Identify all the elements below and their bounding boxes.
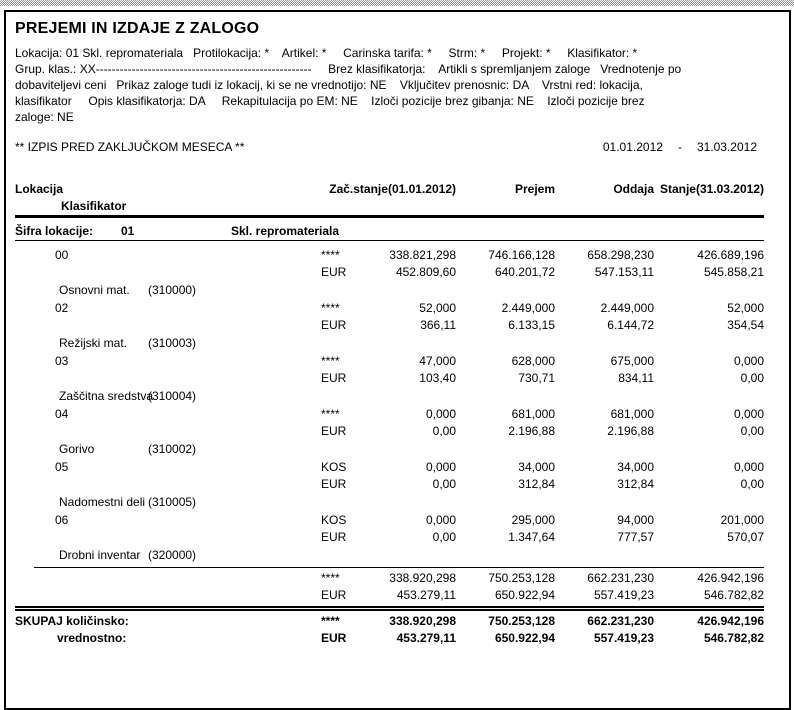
value-cell: 777,57 [617, 530, 654, 544]
value-cell: 338.920,298 [389, 571, 456, 585]
category-code: (310002) [148, 442, 197, 456]
row-label-cell [15, 335, 321, 352]
row-label-cell [15, 247, 321, 264]
value-cell: 0,00 [432, 530, 456, 544]
value-cell: 338.821,298 [389, 248, 456, 262]
unit-cell: **** [321, 571, 340, 585]
row-label-cell [15, 570, 321, 587]
unit-cell [321, 547, 361, 564]
value-cell: 452.809,60 [395, 265, 456, 279]
value-cell: 2.196,88 [607, 424, 654, 438]
value-cell [361, 335, 456, 352]
period-separator: - [677, 140, 682, 154]
value-cell [555, 494, 654, 511]
category-row [15, 493, 764, 512]
unit-cell: KOS [321, 460, 347, 474]
value-cell [555, 335, 654, 352]
category-row [15, 440, 764, 459]
classifier-code [15, 477, 55, 491]
filter-line: Lokacija: 01 Skl. repromateriala Protilokacija: * Artikel: * Carinska tarifa: * Strm: * Projekt: * Klasifikator: * [15, 46, 638, 60]
table-rows [15, 247, 764, 647]
report-filters [15, 45, 764, 125]
value-cell [654, 494, 764, 511]
row-label-cell [15, 370, 321, 387]
value-cell: 453.279,11 [396, 631, 456, 645]
value-cell: 658.298,230 [587, 248, 654, 262]
location-name: Skl. repromateriala [231, 224, 340, 238]
value-cell: 2.196,88 [508, 424, 555, 438]
location-code: 01 [121, 224, 135, 238]
col-header-stanje: Stanje(31.03.2012) [659, 182, 764, 196]
value-cell [361, 494, 456, 511]
data-row [15, 512, 764, 529]
unit-cell [321, 441, 361, 458]
value-cell: 750.253,128 [488, 614, 555, 628]
category-name: Nadomestni deli [59, 495, 146, 509]
value-cell: 681,000 [511, 407, 555, 421]
row-label-cell [15, 406, 321, 423]
period-from: 01.01.2012 [602, 140, 663, 154]
category-name: Gorivo [59, 442, 95, 456]
total-label: SKUPAJ količinsko: [15, 614, 129, 628]
value-cell: 0,00 [740, 477, 764, 491]
row-label-cell [15, 529, 321, 546]
value-cell: 746.166,128 [488, 248, 555, 262]
data-row [15, 317, 764, 334]
data-row [15, 370, 764, 387]
classifier-code [15, 265, 55, 279]
report-title: PREJEMI IN IZDAJE Z ZALOGO [15, 20, 260, 37]
value-cell: 426.689,196 [697, 248, 764, 262]
unit-cell: EUR [321, 631, 347, 645]
classifier-code [15, 424, 55, 438]
category-name: Režijski mat. [59, 336, 128, 350]
unit-cell: EUR [321, 318, 347, 332]
grand-total-rule [15, 606, 764, 611]
value-cell: 545.858,21 [703, 265, 764, 279]
value-cell: 354,54 [727, 318, 764, 332]
value-cell: 0,000 [425, 513, 456, 527]
classifier-code: 03 [55, 354, 69, 368]
value-cell: 295,000 [511, 513, 555, 527]
value-cell [456, 388, 555, 405]
col-header-prejem: Prejem [514, 182, 555, 196]
total-row [15, 613, 764, 630]
value-cell [361, 547, 456, 564]
value-cell: 650.922,94 [494, 588, 555, 602]
value-cell: 2.449,000 [501, 301, 555, 315]
value-cell: 557.419,23 [593, 588, 654, 602]
unit-cell: **** [321, 614, 340, 628]
value-cell [361, 388, 456, 405]
data-row [15, 264, 764, 281]
value-cell: 6.144,72 [607, 318, 654, 332]
row-label-cell [15, 388, 321, 405]
value-cell: 650.922,94 [494, 631, 555, 645]
row-label-cell [15, 282, 321, 299]
data-row [15, 300, 764, 317]
value-cell [456, 282, 555, 299]
value-cell: 662.231,230 [587, 614, 654, 628]
category-row [15, 387, 764, 406]
value-cell: 640.201,72 [494, 265, 555, 279]
value-cell [555, 547, 654, 564]
table-header [15, 181, 764, 215]
classifier-code: 06 [55, 513, 69, 527]
row-label-cell [15, 512, 321, 529]
classifier-code [15, 571, 55, 585]
header-rule [15, 215, 764, 218]
value-cell [654, 547, 764, 564]
status-row [15, 139, 764, 155]
category-code: (320000) [148, 548, 197, 562]
location-rule [15, 240, 764, 241]
category-code: (310005) [148, 495, 197, 509]
value-cell: 52,000 [727, 301, 764, 315]
data-row [15, 247, 764, 264]
filter-line: Grup. klas.: XX------------------------------------------------------ Brez klasifikatorja: Artikli s spremljanjem zaloge Vrednotenje po [15, 62, 682, 76]
data-row [15, 570, 764, 587]
unit-cell [321, 282, 361, 299]
value-cell: 547.153,11 [594, 265, 654, 279]
category-name: Zaščitna sredstva [59, 389, 154, 403]
data-row [15, 459, 764, 476]
category-name: Osnovni mat. [59, 283, 130, 297]
value-cell [555, 441, 654, 458]
value-cell: 628,000 [511, 354, 555, 368]
unit-cell: KOS [321, 513, 347, 527]
filter-line: klasifikator Opis klasifikatorja: DA Rekapitulacija po EM: NE Izloči pozicije brez gibanja: NE Izloči pozicije brez [15, 94, 645, 108]
value-cell: 0,00 [740, 424, 764, 438]
row-label-cell [15, 613, 321, 630]
row-label-cell [15, 317, 321, 334]
window-edge-dither [0, 0, 794, 6]
value-cell: 557.419,23 [593, 631, 654, 645]
data-row [15, 353, 764, 370]
value-cell: 1.347,64 [508, 530, 555, 544]
col-header-oddaja: Oddaja [613, 182, 654, 196]
row-label-cell [15, 423, 321, 440]
category-code: (310003) [148, 336, 197, 350]
row-label-cell [15, 264, 321, 281]
value-cell: 47,000 [419, 354, 456, 368]
value-cell [654, 388, 764, 405]
table-header-line1 [15, 181, 764, 198]
classifier-code [15, 318, 55, 332]
status-text: ** IZPIS PRED ZAKLJUČKOM MESECA ** [15, 140, 245, 154]
classifier-code: 04 [55, 407, 69, 421]
row-label-cell [15, 630, 321, 647]
report-page [4, 10, 791, 710]
period-to: 31.03.2012 [696, 140, 757, 154]
unit-cell: EUR [321, 477, 347, 491]
value-cell [361, 441, 456, 458]
unit-cell [321, 335, 361, 352]
data-row [15, 476, 764, 493]
value-cell: 201,000 [720, 513, 764, 527]
value-cell: 6.133,15 [508, 318, 555, 332]
value-cell: 338.920,298 [389, 614, 456, 628]
value-cell [555, 282, 654, 299]
row-label-cell [15, 441, 321, 458]
value-cell: 34,000 [617, 460, 654, 474]
value-cell: 0,000 [425, 407, 456, 421]
value-cell: 0,000 [425, 460, 456, 474]
value-cell: 0,00 [740, 371, 764, 385]
row-label-cell [15, 459, 321, 476]
value-cell: 312,84 [617, 477, 654, 491]
row-label-cell [15, 300, 321, 317]
value-cell: 570,07 [727, 530, 764, 544]
filter-line: dobaviteljevi ceni Prikaz zaloge tudi iz lokacij, ki se ne vrednotijo: NE Vključitev prenosnic: DA Vrstni red: lokacija, [15, 78, 643, 92]
category-row [15, 281, 764, 300]
location-code-row [15, 223, 764, 240]
value-cell: 0,000 [733, 460, 764, 474]
value-cell: 834,11 [618, 371, 654, 385]
category-name: Drobni inventar [59, 548, 141, 562]
unit-cell: **** [321, 301, 340, 315]
value-cell: 681,000 [610, 407, 654, 421]
value-cell: 312,84 [518, 477, 555, 491]
report-period [603, 139, 757, 155]
value-cell: 662.231,230 [587, 571, 654, 585]
row-label-cell [15, 587, 321, 604]
unit-cell: **** [321, 248, 340, 262]
value-cell: 0,00 [432, 477, 456, 491]
value-cell: 52,000 [419, 301, 456, 315]
value-cell [456, 441, 555, 458]
report-content [15, 20, 764, 647]
data-row [15, 423, 764, 440]
value-cell: 0,00 [432, 424, 456, 438]
value-cell: 0,000 [733, 407, 764, 421]
value-cell: 426.942,196 [697, 571, 764, 585]
row-label-cell [15, 494, 321, 511]
unit-cell: EUR [321, 530, 347, 544]
value-cell [654, 335, 764, 352]
value-cell: 94,000 [617, 513, 654, 527]
value-cell: 34,000 [518, 460, 555, 474]
unit-cell [321, 388, 361, 405]
classifier-code: 02 [55, 301, 69, 315]
unit-cell [321, 494, 361, 511]
value-cell: 546.782,82 [703, 631, 764, 645]
col-header-lokacija: Lokacija [15, 182, 64, 196]
classifier-code [15, 371, 55, 385]
value-cell: 366,11 [420, 318, 456, 332]
value-cell [654, 441, 764, 458]
row-label-cell [15, 547, 321, 564]
data-row [15, 587, 764, 604]
unit-cell: EUR [321, 424, 347, 438]
value-cell: 546.782,82 [703, 588, 764, 602]
category-code: (310000) [148, 283, 197, 297]
value-cell [361, 282, 456, 299]
value-cell: 675,000 [610, 354, 654, 368]
total-label: vrednostno: [57, 631, 127, 645]
value-cell: 453.279,11 [396, 588, 456, 602]
location-code-label: Šifra lokacije: [15, 224, 94, 238]
unit-cell: EUR [321, 588, 347, 602]
data-row [15, 406, 764, 423]
classifier-code: 05 [55, 460, 69, 474]
total-row [15, 630, 764, 647]
unit-cell: EUR [321, 265, 347, 279]
value-cell [555, 388, 654, 405]
classifier-code [15, 588, 55, 602]
row-label-cell [15, 353, 321, 370]
data-row [15, 529, 764, 546]
category-row [15, 334, 764, 353]
filter-line: zaloge: NE [15, 110, 74, 124]
value-cell: 730,71 [518, 371, 555, 385]
classifier-code [15, 530, 55, 544]
subtotal-rule [34, 567, 764, 568]
classifier-code: 00 [55, 248, 69, 262]
col-header-zac-stanje: Zač.stanje(01.01.2012) [329, 182, 456, 196]
value-cell: 426.942,196 [697, 614, 764, 628]
unit-cell: **** [321, 354, 340, 368]
category-row [15, 546, 764, 565]
value-cell [456, 547, 555, 564]
unit-cell: EUR [321, 371, 347, 385]
col-header-klasifikator: Klasifikator [61, 199, 127, 213]
value-cell: 750.253,128 [488, 571, 555, 585]
value-cell [654, 282, 764, 299]
row-label-cell [15, 476, 321, 493]
value-cell: 103,40 [419, 371, 456, 385]
category-code: (310004) [148, 389, 197, 403]
unit-cell: **** [321, 407, 340, 421]
value-cell [456, 335, 555, 352]
value-cell: 2.449,000 [600, 301, 654, 315]
value-cell [456, 494, 555, 511]
value-cell: 0,000 [733, 354, 764, 368]
